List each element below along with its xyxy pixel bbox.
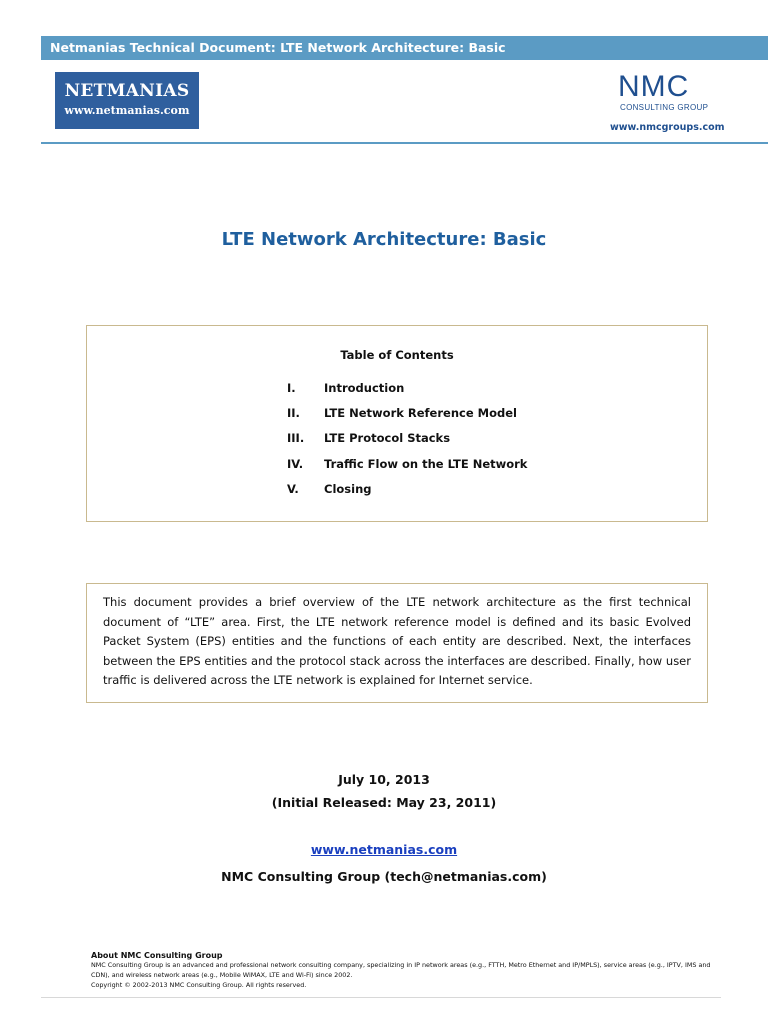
toc-item-label: Introduction	[324, 381, 405, 395]
toc-item	[287, 482, 372, 496]
about-section	[91, 951, 711, 990]
document-date: July 10, 2013	[338, 772, 430, 787]
toc-item-number: V.	[287, 482, 299, 496]
copyright: Copyright © 2002-2013 NMC Consulting Group. All rights reserved.	[91, 981, 307, 989]
document-title: LTE Network Architecture: Basic	[221, 229, 547, 250]
toc-item	[287, 431, 450, 445]
initial-release-date: (Initial Released: May 23, 2011)	[271, 795, 497, 810]
about-heading: About NMC Consulting Group	[91, 951, 223, 960]
abstract-text: This document provides a brief overview of the LTE network architecture as the first technical document of “LTE” area. First, the LTE network reference model is defined and its basic Evolved Packet System (EPS) entities and the functions of each entity are described. Next, the interfaces between the EPS entities and the protocol stack across the interfaces are described. Finally, how user traffic is delivered across the LTE network is explained for Internet service.	[103, 595, 691, 688]
toc-item	[287, 457, 527, 471]
nmc-logo	[598, 70, 728, 136]
nmc-logo-brand: NMC	[618, 70, 690, 103]
website-link[interactable]: www.netmanias.com	[310, 842, 458, 857]
nmc-logo-url: www.nmcgroups.com	[610, 122, 725, 133]
table-of-contents	[86, 325, 708, 522]
header-divider	[41, 142, 768, 144]
nmc-logo-subtitle: CONSULTING GROUP	[620, 103, 709, 112]
toc-item	[287, 406, 517, 420]
toc-item-number: III.	[287, 431, 305, 445]
netmanias-logo-brand: NETMANIAS	[64, 81, 190, 101]
netmanias-logo-url: www.netmanias.com	[64, 104, 190, 117]
toc-item-label: LTE Protocol Stacks	[324, 431, 451, 445]
toc-heading: Table of Contents	[340, 348, 454, 362]
website-link-row	[0, 842, 768, 857]
toc-item-number: I.	[287, 381, 296, 395]
toc-item	[287, 381, 404, 395]
contact-line: NMC Consulting Group (tech@netmanias.com)	[221, 869, 547, 884]
toc-item-label: LTE Network Reference Model	[324, 406, 517, 420]
abstract-box	[86, 583, 708, 703]
toc-item-label: Closing	[324, 482, 372, 496]
about-body: NMC Consulting Group is an advanced and professional network consulting company, specializing in IP network areas (e.g., FTTH, Metro Ethernet and IP/MPLS), service areas (e.g., IPTV, IMS and CDN), and wireless network areas (e.g., Mobile WiMAX, LTE and Wi-Fi) since 2002.	[91, 961, 711, 979]
document-header-banner: Netmanias Technical Document: LTE Network Architecture: Basic	[41, 36, 768, 60]
toc-item-number: IV.	[287, 457, 304, 471]
toc-item-number: II.	[287, 406, 300, 420]
toc-item-label: Traffic Flow on the LTE Network	[324, 457, 528, 471]
netmanias-logo	[55, 72, 199, 129]
footer-divider	[41, 997, 721, 998]
